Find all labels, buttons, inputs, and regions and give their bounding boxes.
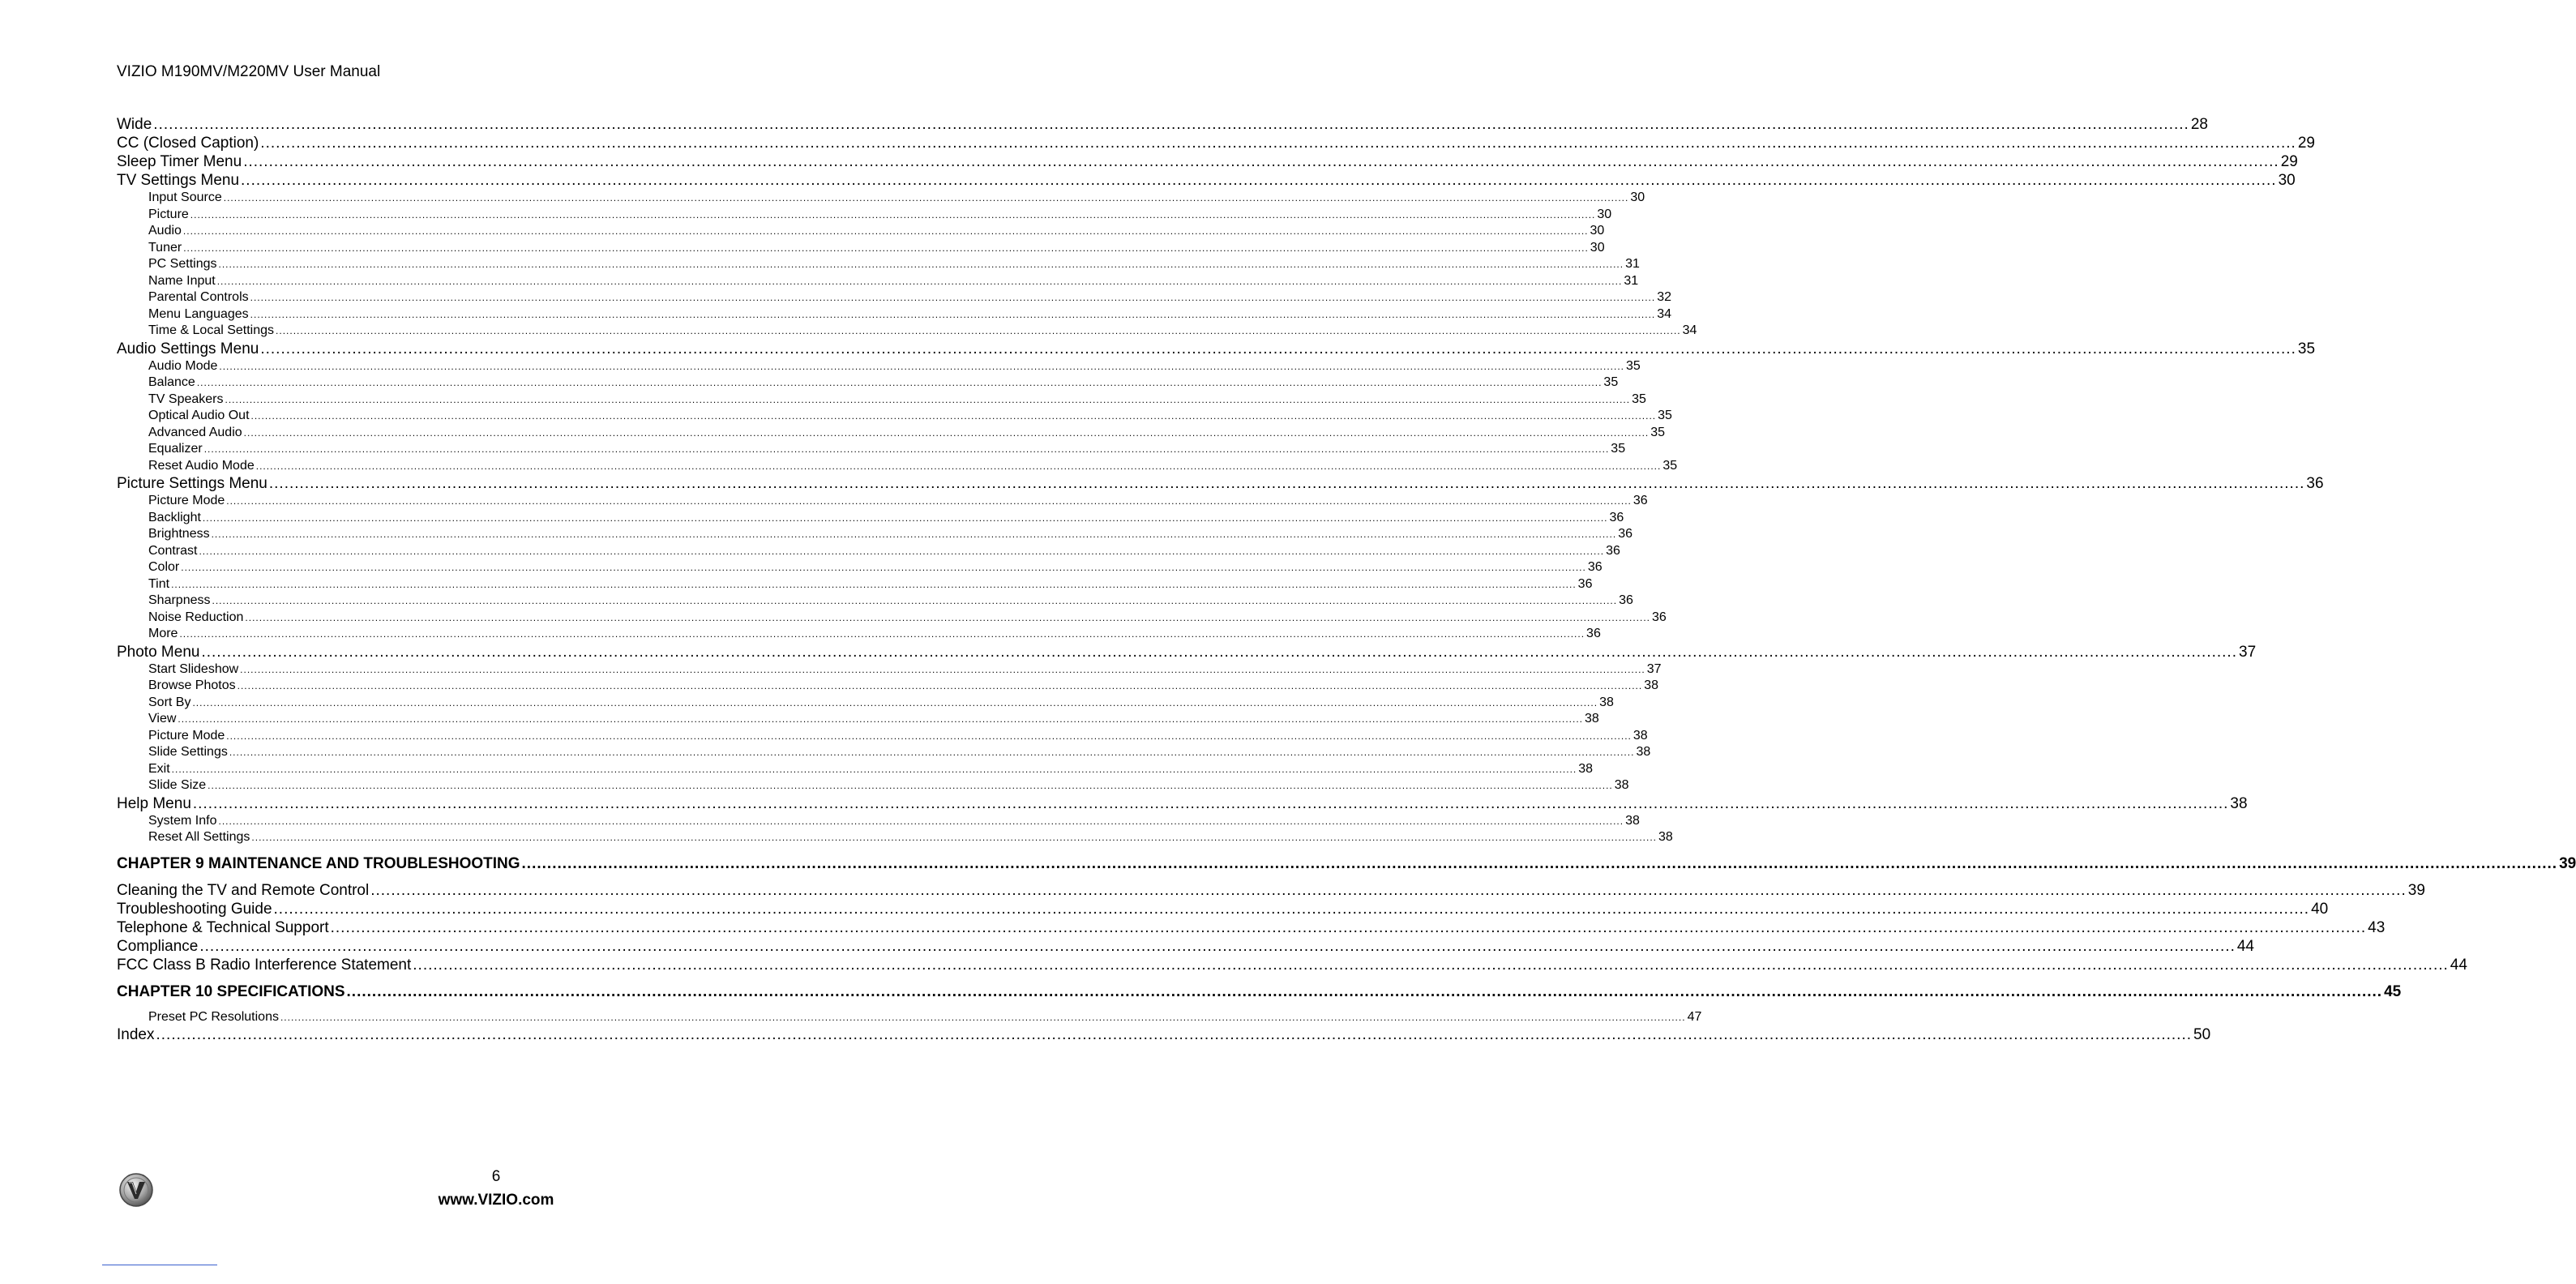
toc-section-entry[interactable] (117, 643, 2257, 661)
toc-entry-title: Exit (148, 761, 170, 776)
toc-entry-page-number: 45 (2384, 982, 2402, 1000)
toc-section-entry[interactable] (117, 956, 2467, 974)
toc-entry-page-number: 31 (1624, 273, 1639, 288)
dot-leader: ................................................................................................................................................................................................................................................................................................................................................................................................................ (241, 172, 2277, 189)
toc-subsection-entry[interactable] (117, 526, 1632, 543)
dot-leader: ................................................................................................................................................................................................................................................................................................................................................................................................................ (240, 663, 1645, 675)
toc-entry-title: Time & Local Settings (148, 323, 275, 337)
toc-subsection-entry[interactable] (117, 695, 1614, 712)
toc-entry-page-number: 35 (1650, 425, 1666, 439)
toc-entry-title: Telephone & Technical Support (117, 918, 329, 936)
toc-subsection-entry[interactable] (117, 678, 1658, 695)
dot-leader: ................................................................................................................................................................................................................................................................................................................................................................................................................ (153, 116, 2189, 133)
toc-entry-page-number: 39 (2407, 881, 2425, 899)
toc-entry-page-number: 30 (1590, 224, 1605, 238)
dot-leader: ................................................................................................................................................................................................................................................................................................................................................................................................................ (260, 340, 2296, 357)
toc-section-entry[interactable] (117, 474, 2324, 493)
toc-entry-page-number: 43 (2368, 918, 2386, 936)
dot-leader: ................................................................................................................................................................................................................................................................................................................................................................................................................ (202, 511, 1608, 524)
dot-leader: ................................................................................................................................................................................................................................................................................................................................................................................................................ (218, 259, 1624, 270)
toc-entry-title: Backlight (148, 510, 201, 524)
toc-subsection-entry[interactable] (117, 829, 1673, 846)
dot-leader: ................................................................................................................................................................................................................................................................................................................................................................................................................ (216, 275, 1623, 287)
toc-entry-title: Picture Settings Menu (117, 475, 267, 492)
toc-subsection-entry[interactable] (117, 510, 1624, 527)
toc-entry-title: CHAPTER 9 MAINTENANCE AND TROUBLESHOOTING (117, 854, 520, 872)
toc-entry-page-number: 36 (1619, 593, 1633, 607)
dot-leader: ................................................................................................................................................................................................................................................................................................................................................................................................................ (237, 680, 1643, 691)
toc-chapter-entry[interactable] (117, 854, 2576, 873)
toc-entry-title: Start Slideshow (148, 661, 239, 676)
toc-section-entry[interactable] (117, 115, 2208, 134)
toc-entry-page-number: 36 (1577, 576, 1593, 591)
toc-entry-page-number: 36 (1606, 543, 1620, 558)
toc-entry-page-number: 29 (2280, 153, 2298, 170)
dot-leader: ................................................................................................................................................................................................................................................................................................................................................................................................................ (223, 192, 1629, 203)
toc-entry-title: Parental Controls (148, 290, 249, 304)
toc-entry-title: Optical Audio Out (148, 409, 250, 422)
toc-entry-title: Troubleshooting Guide (117, 900, 272, 918)
toc-subsection-entry[interactable] (117, 190, 1645, 207)
toc-entry-title: PC Settings (148, 257, 217, 271)
dot-leader: ................................................................................................................................................................................................................................................................................................................................................................................................................ (203, 443, 1610, 455)
toc-section-entry[interactable] (117, 134, 2315, 152)
toc-subsection-entry[interactable] (117, 728, 1648, 745)
toc-subsection-entry[interactable] (117, 777, 1629, 794)
toc-subsection-entry[interactable] (117, 593, 1633, 610)
toc-entry-page-number: 38 (1644, 678, 1658, 692)
toc-entry-title: Sort By (148, 695, 191, 709)
toc-entry-title: View (148, 712, 177, 725)
dot-leader: ................................................................................................................................................................................................................................................................................................................................................................................................................ (171, 578, 1577, 590)
toc-entry-page-number: 38 (1632, 728, 1648, 743)
toc-chapter-entry[interactable] (117, 982, 2402, 1001)
toc-entry-title: TV Speakers (148, 392, 224, 406)
toc-subsection-entry[interactable] (117, 761, 1594, 778)
toc-entry-title: FCC Class B Radio Interference Statement (117, 956, 412, 974)
dot-leader: ................................................................................................................................................................................................................................................................................................................................................................................................................ (250, 292, 1656, 303)
toc-entry-page-number: 35 (1662, 458, 1678, 473)
dot-leader: ................................................................................................................................................................................................................................................................................................................................................................................................................ (330, 918, 2367, 936)
dot-leader: ................................................................................................................................................................................................................................................................................................................................................................................................................ (201, 643, 2237, 661)
toc-subsection-entry[interactable] (117, 661, 1662, 678)
dot-leader: ................................................................................................................................................................................................................................................................................................................................................................................................................ (413, 956, 2449, 974)
toc-entry-title: Reset Audio Mode (148, 458, 255, 473)
toc-subsection-entry[interactable] (117, 392, 1646, 409)
toc-entry-page-number: 34 (1657, 306, 1672, 321)
toc-entry-title: Name Input (148, 273, 216, 288)
toc-entry-title: System Info (148, 813, 217, 828)
toc-entry-page-number: 38 (1584, 712, 1599, 725)
toc-entry-page-number: 36 (1618, 527, 1632, 541)
toc-section-entry[interactable] (117, 794, 2248, 813)
toc-entry-page-number: 36 (1587, 560, 1603, 574)
toc-entry-title: Photo Menu (117, 643, 200, 661)
toc-entry-title: CC (Closed Caption) (117, 135, 259, 152)
toc-entry-page-number: 35 (1625, 358, 1641, 373)
toc-entry-title: Audio (148, 224, 182, 238)
toc-entry-page-number: 38 (1578, 761, 1594, 776)
dot-leader: ................................................................................................................................................................................................................................................................................................................................................................................................................ (225, 393, 1631, 405)
toc-entry-title: Advanced Audio (148, 425, 242, 439)
toc-section-entry[interactable] (117, 171, 2296, 190)
toc-entry-page-number: 30 (1590, 240, 1605, 255)
footer-url-link[interactable]: www.VIZIO.com (438, 1192, 554, 1209)
toc-entry-page-number: 34 (1682, 323, 1697, 337)
toc-section-entry[interactable] (117, 152, 2298, 171)
toc-subsection-entry[interactable] (117, 711, 1599, 728)
dot-leader: ................................................................................................................................................................................................................................................................................................................................................................................................................ (250, 308, 1656, 320)
toc-entry-page-number: 39 (2559, 854, 2576, 872)
toc-section-entry[interactable] (117, 340, 2316, 358)
dot-leader: ................................................................................................................................................................................................................................................................................................................................................................................................................ (521, 854, 2558, 872)
toc-section-entry[interactable] (117, 900, 2329, 918)
toc-entry-page-number: 38 (1636, 745, 1651, 759)
dot-leader: ................................................................................................................................................................................................................................................................................................................................................................................................................ (218, 815, 1624, 827)
toc-subsection-entry[interactable] (117, 223, 1605, 240)
toc-subsection-entry[interactable] (117, 458, 1678, 475)
toc-entry-page-number: 38 (1599, 695, 1614, 709)
toc-section-entry[interactable] (117, 881, 2425, 900)
dot-leader: ................................................................................................................................................................................................................................................................................................................................................................................................................ (212, 595, 1618, 606)
dot-leader: ................................................................................................................................................................................................................................................................................................................................................................................................................ (226, 730, 1632, 742)
toc-subsection-entry[interactable] (117, 289, 1672, 306)
toc-entry-title: TV Settings Menu (117, 172, 240, 189)
toc-subsection-entry[interactable] (117, 240, 1605, 257)
toc-entry-page-number: 38 (2230, 794, 2248, 812)
toc-subsection-entry[interactable] (117, 626, 1601, 643)
dot-leader: ................................................................................................................................................................................................................................................................................................................................................................................................................ (276, 325, 1681, 336)
toc-subsection-entry[interactable] (117, 744, 1651, 761)
toc-entry-page-number: 35 (2297, 340, 2316, 357)
toc-entry-page-number: 38 (1658, 830, 1673, 844)
toc-subsection-entry[interactable] (117, 408, 1672, 425)
table-of-contents (117, 115, 2576, 1044)
toc-entry-page-number: 35 (1658, 409, 1672, 422)
dot-leader: ................................................................................................................................................................................................................................................................................................................................................................................................................ (370, 881, 2407, 899)
toc-subsection-entry[interactable] (117, 273, 1639, 290)
dot-leader: ................................................................................................................................................................................................................................................................................................................................................................................................................ (192, 696, 1598, 708)
toc-entry-page-number: 38 (1625, 813, 1640, 828)
toc-section-entry[interactable] (117, 918, 2386, 937)
dot-leader: ................................................................................................................................................................................................................................................................................................................................................................................................................ (181, 562, 1586, 573)
toc-entry-title: Menu Languages (148, 306, 249, 321)
toc-entry-title: Noise Reduction (148, 610, 244, 624)
toc-entry-page-number: 44 (2236, 937, 2254, 955)
toc-subsection-entry[interactable] (117, 543, 1620, 560)
toc-entry-page-number: 35 (1603, 375, 1619, 389)
dot-leader: ................................................................................................................................................................................................................................................................................................................................................................................................................ (179, 628, 1585, 640)
toc-entry-title: Help Menu (117, 794, 191, 812)
toc-entry-page-number: 36 (1609, 510, 1624, 524)
toc-entry-title: Sleep Timer Menu (117, 153, 242, 170)
toc-entry-title: Equalizer (148, 442, 203, 456)
toc-entry-title: Picture Mode (148, 728, 225, 743)
toc-section-entry[interactable] (117, 937, 2254, 956)
toc-entry-page-number: 35 (1611, 442, 1626, 456)
toc-entry-page-number: 50 (2193, 1026, 2211, 1043)
toc-subsection-entry[interactable] (117, 358, 1641, 375)
toc-entry-page-number: 37 (2239, 643, 2257, 661)
toc-entry-page-number: 28 (2190, 116, 2208, 133)
toc-entry-title: Audio Settings Menu (117, 340, 259, 357)
dot-leader: ................................................................................................................................................................................................................................................................................................................................................................................................................ (251, 832, 1657, 843)
toc-entry-title: Slide Size (148, 778, 207, 792)
dot-leader: ................................................................................................................................................................................................................................................................................................................................................................................................................ (182, 225, 1589, 237)
toc-entry-title: Cleaning the TV and Remote Control (117, 881, 370, 899)
dot-leader: ................................................................................................................................................................................................................................................................................................................................................................................................................ (268, 475, 2305, 492)
toc-entry-page-number: 30 (1630, 190, 1645, 204)
toc-subsection-entry[interactable] (117, 256, 1640, 273)
toc-entry-page-number: 36 (1632, 494, 1648, 507)
toc-subsection-entry[interactable] (117, 1009, 1702, 1026)
toc-entry-page-number: 36 (1652, 610, 1667, 624)
toc-entry-page-number: 30 (2278, 172, 2296, 189)
dot-leader: ................................................................................................................................................................................................................................................................................................................................................................................................................ (346, 982, 2383, 1000)
toc-entry-page-number: 38 (1614, 778, 1629, 792)
toc-entry-page-number: 36 (2306, 475, 2324, 492)
toc-entry-title: Reset All Settings (148, 830, 250, 844)
dot-leader: ................................................................................................................................................................................................................................................................................................................................................................................................................ (208, 780, 1613, 791)
toc-subsection-entry[interactable] (117, 207, 1612, 224)
dot-leader: ................................................................................................................................................................................................................................................................................................................................................................................................................ (280, 1011, 1686, 1023)
toc-entry-title: Brightness (148, 527, 210, 541)
toc-entry-page-number: 47 (1687, 1009, 1702, 1024)
toc-entry-title: CHAPTER 10 SPECIFICATIONS (117, 982, 345, 1000)
toc-entry-page-number: 37 (1646, 661, 1662, 676)
toc-entry-title: Contrast (148, 543, 198, 558)
toc-subsection-entry[interactable] (117, 559, 1603, 576)
toc-entry-title: Compliance (117, 937, 199, 955)
dot-leader: ................................................................................................................................................................................................................................................................................................................................................................................................................ (250, 410, 1657, 422)
dot-leader: ................................................................................................................................................................................................................................................................................................................................................................................................................ (199, 545, 1605, 557)
toc-entry-page-number: 31 (1625, 257, 1640, 271)
dot-leader: ................................................................................................................................................................................................................................................................................................................................................................................................................ (178, 713, 1583, 725)
dot-leader: ................................................................................................................................................................................................................................................................................................................................................................................................................ (199, 937, 2236, 955)
toc-entry-page-number: 36 (1586, 627, 1601, 640)
dot-leader: ................................................................................................................................................................................................................................................................................................................................................................................................................ (183, 242, 1589, 254)
toc-entry-page-number: 29 (2297, 135, 2315, 152)
page-header-title: VIZIO M190MV/M220MV User Manual (117, 63, 381, 80)
toc-entry-title: Preset PC Resolutions (148, 1009, 279, 1024)
dot-leader: ................................................................................................................................................................................................................................................................................................................................................................................................................ (229, 747, 1635, 758)
toc-subsection-entry[interactable] (117, 813, 1640, 830)
toc-entry-title: Input Source (148, 190, 222, 204)
dot-leader: ................................................................................................................................................................................................................................................................................................................................................................................................................ (260, 135, 2296, 152)
toc-subsection-entry[interactable] (117, 306, 1672, 323)
toc-subsection-entry[interactable] (117, 610, 1667, 627)
toc-subsection-entry[interactable] (117, 374, 1619, 392)
toc-entry-title: Browse Photos (148, 678, 236, 692)
dot-leader: ................................................................................................................................................................................................................................................................................................................................................................................................................ (243, 426, 1650, 439)
toc-entry-title: Slide Settings (148, 745, 228, 759)
toc-subsection-entry[interactable] (117, 576, 1593, 593)
toc-entry-title: Audio Mode (148, 358, 218, 373)
toc-subsection-entry[interactable] (117, 441, 1626, 458)
dot-leader: ................................................................................................................................................................................................................................................................................................................................................................................................................ (273, 900, 2310, 918)
toc-entry-title: Balance (148, 375, 195, 389)
dot-leader: ................................................................................................................................................................................................................................................................................................................................................................................................................ (255, 460, 1662, 472)
toc-entry-page-number: 35 (1632, 392, 1646, 406)
dot-leader: ................................................................................................................................................................................................................................................................................................................................................................................................................ (211, 529, 1617, 540)
toc-subsection-entry[interactable] (117, 425, 1666, 442)
toc-entry-title: More (148, 627, 178, 640)
toc-entry-page-number: 32 (1657, 290, 1672, 304)
toc-entry-page-number: 30 (1597, 207, 1612, 221)
dot-leader: ................................................................................................................................................................................................................................................................................................................................................................................................................ (245, 611, 1650, 623)
dot-leader: ................................................................................................................................................................................................................................................................................................................................................................................................................ (243, 153, 2279, 170)
toc-section-entry[interactable] (117, 1025, 2211, 1044)
toc-entry-page-number: 40 (2311, 900, 2329, 918)
toc-subsection-entry[interactable] (117, 323, 1697, 340)
toc-entry-title: Picture (148, 207, 189, 221)
dot-leader: ................................................................................................................................................................................................................................................................................................................................................................................................................ (196, 377, 1603, 388)
dot-leader: ................................................................................................................................................................................................................................................................................................................................................................................................................ (226, 495, 1632, 507)
dot-leader: ................................................................................................................................................................................................................................................................................................................................................................................................................ (219, 360, 1624, 372)
dot-leader: ................................................................................................................................................................................................................................................................................................................................................................................................................ (190, 208, 1596, 220)
toc-entry-title: Tuner (148, 240, 182, 255)
toc-subsection-entry[interactable] (117, 493, 1648, 510)
toc-entry-page-number: 44 (2450, 956, 2467, 974)
page-number: 6 (491, 1168, 501, 1185)
toc-entry-title: Tint (148, 576, 170, 591)
toc-entry-title: Sharpness (148, 593, 211, 607)
dot-leader: ................................................................................................................................................................................................................................................................................................................................................................................................................ (192, 794, 2229, 812)
toc-entry-title: Wide (117, 116, 152, 133)
dot-leader: ................................................................................................................................................................................................................................................................................................................................................................................................................ (171, 763, 1577, 775)
toc-entry-title: Index (117, 1026, 155, 1043)
dot-leader: ................................................................................................................................................................................................................................................................................................................................................................................................................ (156, 1026, 2193, 1043)
toc-entry-title: Color (148, 560, 180, 574)
toc-entry-title: Picture Mode (148, 494, 225, 507)
